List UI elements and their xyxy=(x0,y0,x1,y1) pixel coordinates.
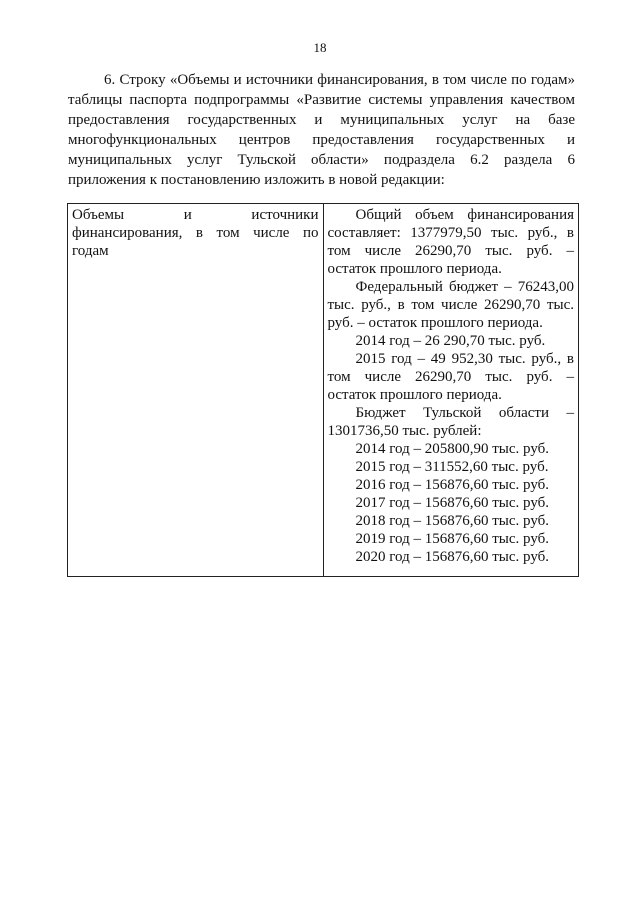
federal-year-2015: 2015 год – 49 952,30 тыс. руб., в том числе 26290,70 тыс. руб. – остаток прошлого периода. xyxy=(327,351,574,403)
total-financing-text: Общий объем финансирования составляет: 1377979,50 тыс. руб., в том числе 26290,70 тыс. руб. – остаток прошлого периода. xyxy=(327,207,574,277)
intro-paragraph: 6. Строку «Объемы и источники финансирования, в том числе по годам» таблицы паспорта подпрограммы «Развитие системы управления качеством предоставления государственных и муниципальных услуг на базе многофункциональных центров предоставления государственных и муниципальных услуг Тульской области» подраздела 6.2 раздела 6 приложения к постановлению изложить в новой редакции: xyxy=(68,72,575,188)
regional-year-2015: 2015 год – 311552,60 тыс. руб. xyxy=(355,459,549,475)
financing-details-cell xyxy=(323,204,579,577)
page-number: 18 xyxy=(313,40,327,55)
regional-year-2020: 2020 год – 156876,60 тыс. руб. xyxy=(355,549,550,565)
regional-budget-text: Бюджет Тульской области – 1301736,50 тыс. рублей: xyxy=(327,405,574,439)
financing-table xyxy=(67,203,579,577)
regional-year-2018: 2018 год – 156876,60 тыс. руб. xyxy=(355,513,550,529)
federal-budget-text: Федеральный бюджет – 76243,00 тыс. руб., в том числе 26290,70 тыс. руб. – остаток прошлого периода. xyxy=(327,279,574,331)
regional-year-2017: 2017 год – 156876,60 тыс. руб. xyxy=(355,495,550,511)
federal-year-2014: 2014 год – 26 290,70 тыс. руб. xyxy=(355,333,546,349)
regional-year-2014: 2014 год – 205800,90 тыс. руб. xyxy=(355,441,550,457)
regional-year-2019: 2019 год – 156876,60 тыс. руб. xyxy=(355,531,550,547)
table-row xyxy=(68,204,579,577)
financing-label-cell: Объемы и источники финансирования, в том числе по годам xyxy=(68,204,324,577)
regional-year-2016: 2016 год – 156876,60 тыс. руб. xyxy=(355,477,550,493)
